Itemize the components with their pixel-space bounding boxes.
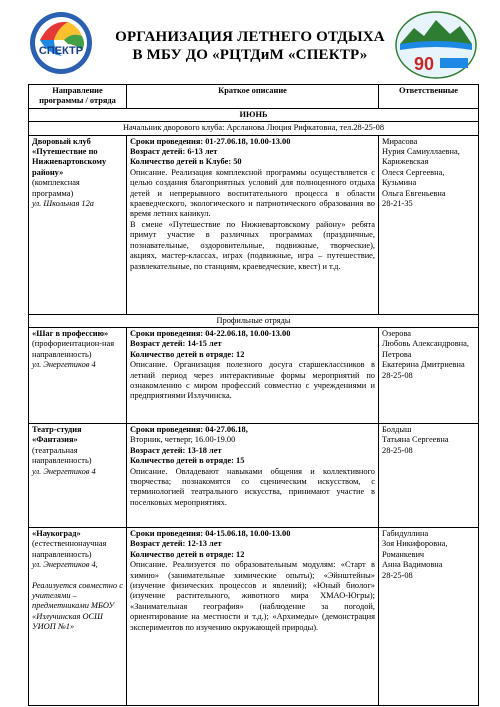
- resp-line: 28-25-08: [382, 370, 413, 380]
- profile-section-row: [29, 314, 479, 327]
- anniversary-logo: [394, 10, 478, 80]
- row-desc-2: В смене «Путешествие по Нижневартовскому району» ребята примут участие в различных программах (праздничные, познавательные, оздоровительные, подвижные, творческие), акциях, мастер-классах, играх (подвижные, игра – путешествие, развлекательные, по станциям, краеведческие, квест) и т.д.: [130, 219, 375, 271]
- row-address: ул. Энергетиков 4,: [32, 560, 98, 570]
- title-line-1: ОРГАНИЗАЦИЯ ЛЕТНЕГО ОТДЫХА: [115, 29, 385, 45]
- header-direction: Направление программы / отряда: [29, 85, 127, 109]
- row-count: Количество детей в отряде: 12: [130, 349, 245, 359]
- row-count: Количество детей в отряде: 12: [130, 549, 245, 559]
- row-direction: [29, 424, 127, 528]
- anniversary-number: 90: [413, 54, 435, 74]
- row-desc: Описание. Реализация комплексной программы осуществляется с целью создания благоприятных условий для полноценного отдыха детей и непрерывного воспитательного процесса в области краеведческого, экологического и патриотического образования во время летних каникул.: [130, 167, 375, 219]
- row-age: Возраст детей: 6-13 лет: [130, 147, 218, 157]
- row-count: Количество детей в отряде: 15: [130, 456, 245, 466]
- resp-line: Болдыш: [382, 425, 412, 435]
- row-description: [127, 528, 379, 706]
- row-responsible: [379, 424, 479, 528]
- profile-section-label: Профильные отряды: [29, 314, 479, 327]
- spektr-logo-text: СПЕКТР: [38, 45, 84, 57]
- row-type: (профориентацион-ная направленность): [32, 339, 115, 359]
- row-age: Возраст детей: 12-13 лет: [130, 539, 222, 549]
- summer-program-table: [28, 84, 479, 706]
- row-name: Театр-студия «Фантазия»: [32, 425, 82, 445]
- table-header-row: [29, 85, 479, 109]
- row-direction: [29, 135, 127, 314]
- resp-line: Романкевич: [382, 549, 425, 559]
- camp-head-label: Начальник дворового клуба: Арсланова Люция Рифкатовна, тел.28-25-08: [29, 122, 479, 135]
- row-desc: Описание. Реализуется по образовательным модулям: «Старт в химию» (занимательные химические опыты); «Эйнштейны» (изучение физических процессов и явлений); «Юный биолог» (изучение растительного, животного мира ХМАО-Югры); «Занимательная география» (наблюдение за погодой, ориентирование на местности и т.д.); «Архимеды» (демонстрация экспериментов по изучению окружающей природы).: [130, 560, 375, 632]
- row-address: ул. Энергетиков 4: [32, 360, 96, 370]
- row-term: Сроки проведения: 04-15.06.18, 10.00-13.00: [130, 529, 291, 539]
- row-count: Количество детей в Клубе: 50: [130, 157, 242, 167]
- resp-line: Ольга Евгеньевна: [382, 188, 446, 198]
- resp-line: Нурия Самиуллаевна,: [382, 147, 460, 157]
- row-desc: Описание. Организация полезного досуга старшеклассников в летний период через интерактивные формы мероприятий по ознакомлению с миром профессий совместно с учреждениями и предприятиями Излучинска.: [130, 360, 375, 401]
- row-direction: [29, 528, 127, 706]
- resp-line: Олеся Сергеевна,: [382, 167, 445, 177]
- row-name: «Шаг в профессию»: [32, 329, 109, 339]
- row-description: [127, 424, 379, 528]
- resp-line: Мирасова: [382, 136, 418, 146]
- row-age: Возраст детей: 13-18 лет: [130, 445, 222, 455]
- resp-line: 28-21-35: [382, 199, 413, 209]
- month-row: [29, 108, 479, 121]
- row-desc: Описание. Овладевают навыками общения и коллективного творчества; познакомятся со сценическим искусством, с терминологией театрального искусства, принимают участие в поселковых мероприятиях.: [130, 466, 375, 507]
- page-title: [110, 28, 390, 64]
- resp-line: Петрова: [382, 349, 412, 359]
- camp-head-row: [29, 122, 479, 135]
- row-address: ул. Школьная 12а: [32, 199, 94, 209]
- row-note: Реализуется совместно с учителями – предметниками МБОУ «Излучинская ОСШ УИОП №1»: [32, 580, 123, 632]
- resp-line: Кузьмина: [382, 178, 417, 188]
- row-type: (театральная направленность): [32, 445, 92, 466]
- resp-line: Габидуллина: [382, 529, 429, 539]
- resp-line: Екатерина Дмитриевна: [382, 360, 465, 370]
- resp-line: 28-25-08: [382, 445, 413, 455]
- resp-line: 28-25-08: [382, 570, 413, 580]
- table-row: [29, 328, 479, 424]
- resp-line: Татьяна Сергеевна: [382, 435, 449, 445]
- row-name: Дворовый клуб «Путешествие по Нижневартовскому району»: [32, 136, 107, 177]
- table-row: [29, 528, 479, 706]
- row-type: (комплексная программа): [32, 178, 80, 198]
- row-age: Возраст детей: 14-15 лет: [130, 339, 222, 349]
- row-description: [127, 135, 379, 314]
- spektr-logo: [28, 10, 94, 76]
- title-line-2: В МБУ ДО «РЦТДиМ «СПЕКТР»: [132, 47, 368, 63]
- table-row: [29, 135, 479, 314]
- row-term: Сроки проведения: 01-27.06.18, 10.00-13.00: [130, 136, 291, 146]
- resp-line: Зоя Никифоровна,: [382, 539, 448, 549]
- row-direction: [29, 328, 127, 424]
- resp-line: Озерова: [382, 329, 412, 339]
- table-row: [29, 424, 479, 528]
- header-description: Краткое описание: [127, 85, 379, 109]
- row-responsible: [379, 328, 479, 424]
- resp-line: Анна Вадимовна: [382, 560, 443, 570]
- row-description: [127, 328, 379, 424]
- row-term: Сроки проведения: 04-22.06.18, 10.00-13.00: [130, 329, 291, 339]
- row-term: Сроки проведения: 04-27.06.18,: [130, 425, 248, 435]
- row-responsible: [379, 528, 479, 706]
- row-name: «Наукоград»: [32, 529, 81, 539]
- resp-line: Любовь Александровна,: [382, 339, 469, 349]
- month-label: ИЮНЬ: [29, 108, 479, 121]
- row-address: ул. Энергетиков 4: [32, 466, 96, 476]
- resp-line: Карижевская: [382, 157, 429, 167]
- header-responsible: Ответственные: [379, 85, 479, 109]
- row-term-days: Вторник, четверг, 16.00-19.00: [130, 435, 236, 445]
- row-responsible: [379, 135, 479, 314]
- row-type: (естественнонаучная направленность): [32, 539, 107, 559]
